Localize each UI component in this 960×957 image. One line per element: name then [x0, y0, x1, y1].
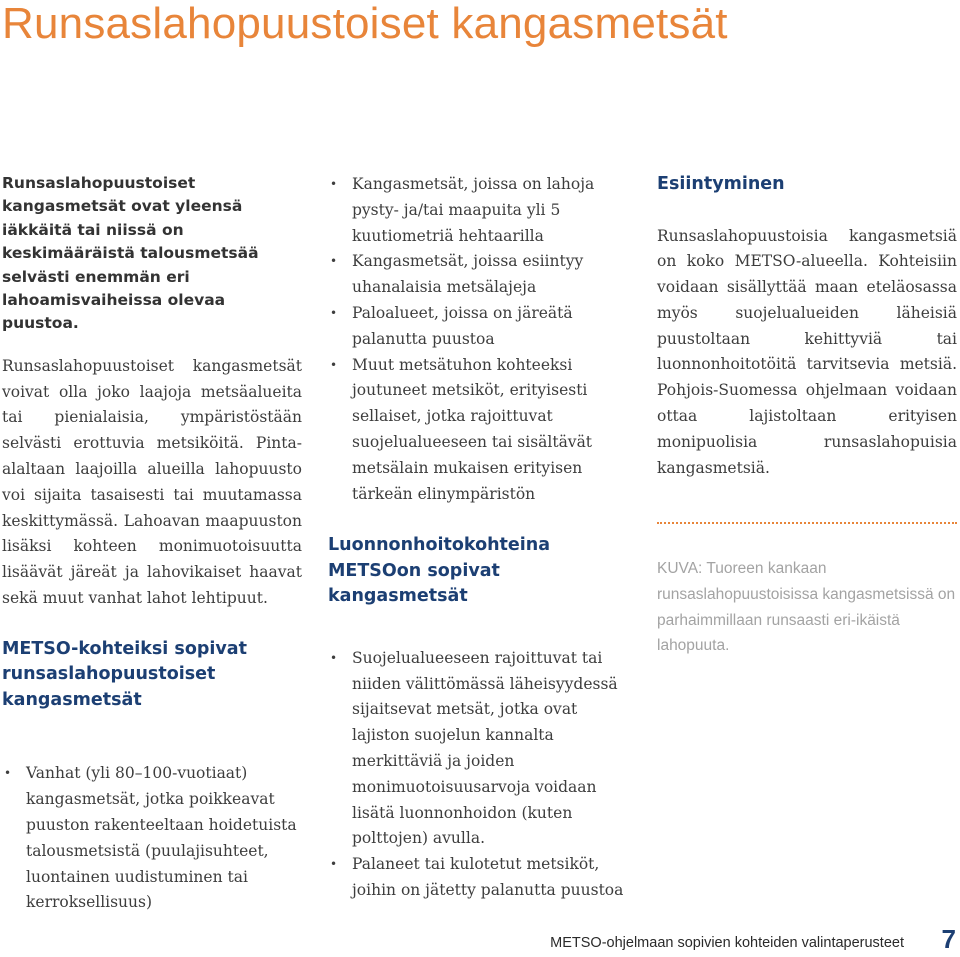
bullet-list-metso-kohteet: [2, 761, 302, 916]
list-item-text: Palaneet tai kulotetut metsiköt, joihin on jätetty palanutta puustoa: [352, 855, 624, 900]
list-item: [328, 301, 624, 353]
column-middle: [328, 172, 624, 904]
bullet-icon: •: [330, 357, 338, 372]
list-item-text: Suojelualueeseen rajoittuvat tai niiden välittömässä läheisyydessä sijaitsevat metsät, jotka ovat lajiston suojelun kannalta merkittäviä ja joiden monimuotoisuusarvoja voidaan lisätä luonnonhoidon (kuten polttojen) avulla.: [352, 648, 618, 848]
bullet-icon: •: [330, 254, 338, 269]
section-heading-luonnonhoitokohteina: Luonnonhoitokohteina METSOon sopivat kangasmetsät: [328, 535, 551, 607]
list-item-text: Muut metsätuhon kohteeksi joutuneet metsiköt, erityisesti sellaiset, jotka rajoittuvat suojelualueeseen tai sisältävät metsälain mukaisen erityisen tärkeän elinympäristön: [352, 355, 593, 503]
list-item-text: Kangasmetsät, joissa on lahoja pysty- ja/tai maapuita yli 5 kuutiometriä hehtaarilla: [352, 175, 595, 245]
esiintyminen-paragraph: Runsaslahopuustoisia kangasmetsiä on koko METSO-alueella. Kohteisiin voidaan sisällyttää maan eteläosassa myös suojelualueiden läheisiä puustoltaan kehittyviä tai luonnonhoitotöitä tarvitsevia metsiä. Pohjois-Suomessa ohjelmaan voidaan ottaa lajistoltaan erityisen monipuolisia runsaslahopuisia kangasmetsiä.: [657, 226, 957, 477]
column-right: [657, 172, 957, 481]
page-number: 7: [941, 924, 956, 954]
column-left: [2, 172, 302, 916]
bullet-icon: •: [330, 305, 338, 320]
list-item: [328, 172, 624, 249]
section-heading-metso-kohteiksi: METSO-kohteiksi sopivat runsaslahopuustoiset kangasmetsät: [2, 638, 247, 710]
list-item-text: Vanhat (yli 80–100-vuotiaat) kangasmetsät, jotka poikkeavat puuston rakenteeltaan hoidetuista talousmetsistä (puulajisuhteet, luontainen uudistuminen tai kerroksellisuus): [26, 764, 297, 912]
page-title: Runsaslahopuustoiset kangasmetsät: [2, 0, 728, 48]
footer-text: METSO-ohjelmaan sopivien kohteiden valintaperusteet: [550, 935, 904, 951]
bullet-icon: •: [330, 177, 338, 191]
list-item: [2, 761, 302, 916]
list-item: [328, 353, 624, 508]
list-item: [328, 852, 624, 904]
section-heading-esiintyminen: Esiintyminen: [657, 174, 785, 194]
bullet-list-luonnonhoito: [328, 646, 624, 904]
list-item: [328, 646, 624, 852]
list-item-text: Paloalueet, joissa on järeätä palanutta puustoa: [352, 303, 573, 348]
list-item: [328, 249, 624, 301]
photo-caption: KUVA: Tuoreen kankaan runsaslahopuustoisissa kangasmetsissä on parhaimmillaan runsaasti eri-ikäistä lahopuuta.: [657, 560, 956, 655]
lead-paragraph: Runsaslahopuustoiset kangasmetsät ovat yleensä iäkkäitä tai niissä on keskimääräistä talousmetsää selvästi enemmän eri lahoamisvaiheissa olevaa puustoa.: [2, 174, 259, 333]
list-item-text: Kangasmetsät, joissa esiintyy uhanalaisia metsälajeja: [352, 252, 584, 297]
intro-paragraph: Runsaslahopuustoiset kangasmetsät voivat olla joko laajoja metsäalueita tai pienialaisia, ympäristöstään selvästi erottuvia metsiköitä. Pinta-alaltaan laajoilla alueilla lahopuusto voi sijaita tasaisesti tai muutamassa keskittymässä. Lahoavan maapuuston lisäksi kohteen monimuotoisuutta lisäävät järeät ja lahovikaiset haavat sekä muut vanhat lahot lehtipuut.: [2, 356, 302, 608]
bullet-list-kangasmetsat: [328, 172, 624, 507]
bullet-icon: •: [330, 857, 338, 872]
caption-divider: [657, 522, 957, 524]
bullet-icon: •: [4, 766, 12, 781]
bullet-icon: •: [330, 650, 338, 665]
